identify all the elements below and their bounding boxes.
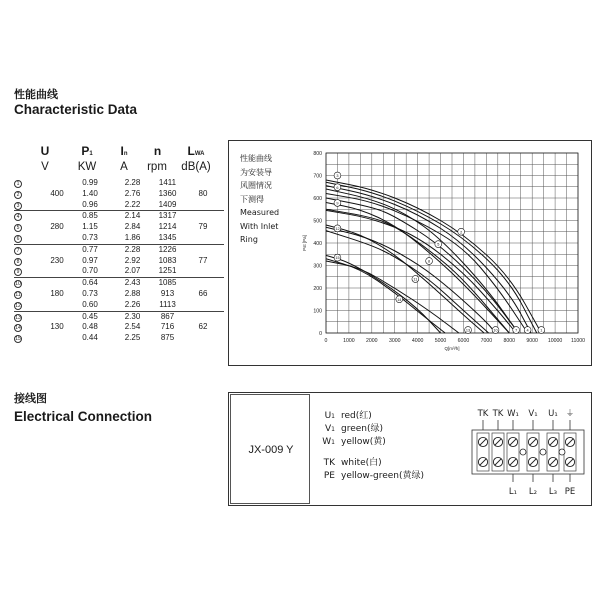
terminal-top-label: V₁: [528, 409, 538, 419]
col-l-header: LWA: [187, 144, 205, 158]
cell-rpm: 1317: [153, 211, 182, 222]
cell-noise: [182, 278, 224, 289]
terminal-bottom-label: L₃: [548, 487, 558, 497]
cell-rpm: 1411: [158, 178, 177, 187]
cell-voltage: [46, 311, 68, 322]
characteristic-title-en: Characteristic Data: [14, 102, 138, 117]
cell-noise: [182, 266, 224, 277]
cell-current: 2.92: [124, 255, 141, 265]
wire-key: TK: [323, 458, 335, 468]
cell-power: 0.96: [82, 199, 98, 209]
wire-key: V1: [325, 424, 335, 434]
wire-color: red(红): [341, 411, 372, 421]
col-u-header: U: [40, 144, 50, 158]
cell-current: 2.84: [124, 222, 141, 232]
curve-12: [326, 225, 484, 333]
curve-label-6: 6: [336, 185, 339, 190]
y-tick-label: 100: [313, 308, 322, 315]
terminal-top-label: TK: [477, 409, 489, 419]
cell-current: 2.43: [112, 278, 153, 289]
characteristic-title-cn: 性能曲线: [14, 88, 58, 101]
row-id: [14, 200, 46, 211]
cell-noise: [182, 311, 224, 322]
row-id: [14, 178, 46, 189]
cell-current: 2.76: [124, 188, 141, 198]
cell-voltage: [46, 333, 68, 344]
curve-label-line: With Inlet: [240, 221, 279, 231]
cell-current: 2.26: [124, 299, 141, 309]
cell-voltage: [46, 178, 68, 189]
cell-voltage: [46, 200, 68, 211]
cell-current: 2.07: [124, 266, 141, 276]
y-tick-label: 0: [319, 331, 322, 337]
curve-label-15: 15: [335, 256, 340, 261]
unit-dba: dB(A): [181, 161, 211, 173]
curve-label-line: Ring: [240, 235, 258, 244]
cell-rpm: 867: [153, 311, 182, 322]
x-tick-label: 1000: [343, 338, 355, 344]
unit-rpm: rpm: [147, 161, 167, 173]
wire-color-list: [315, 410, 424, 483]
row-id: [14, 211, 46, 222]
row-id: [14, 256, 46, 267]
row-number-badge: 8: [14, 258, 22, 266]
x-tick-label: 0: [324, 338, 328, 344]
curve-label-12: 12: [335, 226, 340, 231]
cell-rpm: 1214: [158, 222, 177, 232]
curve-label-7: 7: [515, 328, 518, 333]
unit-kw: KW: [77, 161, 97, 173]
cell-current: 2.28: [112, 244, 153, 255]
cell-voltage: [46, 244, 68, 255]
cell-noise: 80: [198, 188, 208, 198]
cell-power: 0.73: [82, 288, 98, 298]
characteristic-table: [14, 178, 224, 344]
cell-power: 1.15: [82, 222, 98, 232]
cell-voltage: 180: [50, 288, 64, 298]
table-row: [14, 222, 224, 233]
jumper-icon: [540, 449, 546, 455]
terminal-top-label: TK: [492, 409, 504, 419]
cell-current: 2.88: [124, 288, 141, 298]
cell-power: 0.97: [82, 255, 98, 265]
cell-power: 0.48: [82, 322, 98, 332]
cell-current: 2.28: [124, 178, 141, 187]
cell-rpm: 716: [160, 322, 175, 332]
curve-label-13: 13: [465, 328, 471, 333]
cell-noise: 79: [198, 222, 208, 232]
wire-color: green(绿): [341, 424, 384, 434]
row-id: [14, 322, 46, 333]
cell-current: 2.22: [124, 199, 141, 209]
cell-voltage: [46, 211, 68, 222]
row-number-badge: 1: [14, 180, 22, 188]
cell-voltage: 280: [50, 222, 64, 232]
cell-current: 2.14: [112, 211, 153, 222]
cell-rpm: 1345: [158, 232, 177, 242]
electrical-title-cn: 接线图: [14, 392, 47, 405]
terminal-top-label: ⏚: [565, 409, 575, 419]
cell-rpm: 1360: [158, 188, 177, 198]
x-tick-label: 7000: [480, 338, 493, 344]
x-tick-label: 4000: [411, 338, 424, 344]
row-number-badge: 13: [15, 314, 21, 321]
curve-label-9: 9: [336, 201, 339, 206]
cell-power: 0.60: [82, 299, 98, 309]
row-number-badge: 9: [14, 268, 22, 276]
wire-row: [315, 457, 424, 470]
curve-label-10: 10: [493, 328, 498, 333]
table-row: [14, 266, 224, 277]
model-label: JX-009 Y: [248, 444, 294, 456]
wire-key: W1: [322, 437, 335, 447]
wire-key: PE: [323, 471, 335, 481]
cell-power: 0.64: [68, 278, 112, 289]
curve-label-1: 1: [540, 328, 543, 333]
terminal-block: [466, 400, 588, 504]
row-id: [14, 311, 46, 322]
cell-power: 0.73: [82, 232, 98, 242]
y-tick-label: 400: [313, 241, 322, 247]
cell-power: 0.85: [68, 211, 112, 222]
x-tick-label: 2000: [366, 338, 378, 344]
col-n-header: n: [153, 144, 162, 158]
cell-voltage: [46, 278, 68, 289]
cell-noise: [182, 300, 224, 311]
cell-rpm: 1226: [153, 244, 182, 255]
y-tick-label: 700: [313, 173, 322, 180]
row-number-badge: 11: [15, 291, 21, 298]
x-tick-label: 6000: [457, 338, 470, 344]
unit-v: V: [41, 161, 49, 173]
row-id: [14, 300, 46, 311]
cell-power: 0.44: [82, 333, 98, 343]
cell-power: 0.99: [82, 178, 98, 187]
col-p-header: P1: [81, 144, 93, 158]
x-tick-label: 9000: [526, 338, 538, 344]
table-row: [14, 189, 224, 200]
jumper-icon: [520, 449, 526, 455]
y-tick-label: 800: [313, 151, 322, 157]
cell-rpm: 913: [160, 288, 175, 298]
cell-noise: [182, 178, 224, 189]
cell-power: 0.77: [68, 244, 112, 255]
row-number-badge: 14: [15, 325, 21, 332]
cell-power: 0.70: [82, 266, 98, 276]
unit-a: A: [120, 161, 128, 173]
row-id: [14, 233, 46, 244]
cell-power: 0.45: [68, 311, 112, 322]
table-row: [14, 178, 224, 189]
cell-current: 1.86: [124, 232, 141, 242]
wire-row: [315, 410, 424, 423]
row-id: [14, 189, 46, 200]
terminal-bottom-label: PE: [564, 487, 576, 497]
row-number-badge: 2: [14, 191, 22, 199]
table-row: [14, 278, 224, 289]
cell-voltage: [46, 266, 68, 277]
curve-label-5: 5: [437, 242, 440, 247]
curve-label-14: 14: [397, 297, 402, 302]
cell-current: 2.30: [112, 311, 153, 322]
row-id: [14, 289, 46, 300]
cell-voltage: [46, 300, 68, 311]
terminal-bottom-label: L₁: [508, 487, 518, 497]
cell-noise: [182, 333, 224, 344]
curve-label-line: 性能曲线: [240, 154, 272, 163]
cell-current: 2.25: [124, 333, 141, 343]
x-tick-label: 5000: [434, 338, 447, 344]
cell-noise: [182, 233, 224, 244]
curve-label-line: 为安装导: [240, 167, 272, 177]
electrical-title-en: Electrical Connection: [14, 409, 153, 424]
terminal-top-label: U₁: [548, 409, 558, 419]
cell-voltage: 130: [50, 322, 64, 332]
cell-noise: [182, 244, 224, 255]
wire-row: [315, 436, 424, 449]
x-tick-label: 11000: [570, 338, 586, 344]
cell-noise: 77: [198, 255, 208, 265]
curve-label-line: 风圈情况: [240, 181, 272, 190]
table-row: [14, 211, 224, 222]
row-number-badge: 10: [15, 281, 21, 288]
y-axis-label: Pst [Pa]: [302, 235, 307, 251]
wire-row: [315, 470, 424, 483]
row-number-badge: 15: [15, 336, 21, 343]
row-id: [14, 266, 46, 277]
row-number-badge: 4: [14, 213, 22, 221]
cell-voltage: 230: [50, 255, 64, 265]
curve-label-2: 2: [460, 230, 463, 235]
col-i-header: In: [120, 144, 128, 158]
table-row: [14, 289, 224, 300]
table-row: [14, 244, 224, 255]
row-number-badge: 6: [14, 235, 22, 243]
cell-current: 2.54: [124, 322, 141, 332]
x-tick-label: 10000: [547, 338, 563, 344]
table-row: [14, 311, 224, 322]
y-tick-label: 300: [313, 263, 322, 270]
wire-color: yellow-green(黄绿): [341, 471, 424, 481]
x-axis-label: Q[m³/h]: [444, 346, 460, 351]
cell-voltage: [46, 233, 68, 244]
table-row: [14, 322, 224, 333]
cell-rpm: 1085: [153, 278, 182, 289]
table-row: [14, 300, 224, 311]
cell-noise: 62: [198, 322, 208, 332]
table-row: [14, 200, 224, 211]
y-tick-label: 600: [313, 196, 322, 202]
curve-label-8: 8: [428, 259, 431, 264]
curve-legend-text: [240, 152, 279, 247]
performance-chart: [300, 145, 592, 365]
cell-voltage: 400: [50, 188, 64, 198]
cell-power: 1.40: [82, 188, 98, 198]
wire-row: [315, 423, 424, 436]
row-number-badge: 7: [14, 247, 22, 255]
wire-key: U1: [324, 411, 335, 421]
table-row: [14, 256, 224, 267]
row-number-badge: 3: [14, 202, 22, 210]
curve-label-line: 下测得: [240, 194, 264, 204]
cell-rpm: 1409: [158, 199, 177, 209]
table-row: [14, 333, 224, 344]
row-id: [14, 278, 46, 289]
curve-label-3: 3: [336, 174, 339, 179]
row-number-badge: 12: [15, 302, 21, 309]
cell-rpm: 1251: [158, 266, 177, 276]
terminal-top-label: W₁: [507, 409, 519, 419]
wire-color: yellow(黄): [341, 437, 386, 447]
jumper-icon: [559, 449, 565, 455]
x-tick-label: 8000: [503, 338, 516, 344]
cell-rpm: 1083: [158, 255, 177, 265]
curve-label-4: 4: [526, 328, 529, 333]
cell-noise: [182, 200, 224, 211]
table-row: [14, 233, 224, 244]
cell-rpm: 875: [160, 333, 175, 343]
terminal-bottom-label: L₂: [528, 487, 538, 497]
cell-rpm: 1113: [159, 299, 176, 309]
curve-label-line: Measured: [240, 208, 280, 217]
row-id: [14, 244, 46, 255]
cell-noise: 66: [198, 288, 208, 298]
x-tick-label: 3000: [388, 338, 401, 344]
row-id: [14, 333, 46, 344]
row-id: [14, 222, 46, 233]
curve-13: [326, 261, 459, 333]
row-number-badge: 5: [14, 224, 22, 232]
cell-noise: [182, 211, 224, 222]
y-tick-label: 200: [313, 286, 322, 292]
curve-label-11: 11: [413, 277, 418, 282]
y-tick-label: 500: [313, 218, 322, 225]
wire-color: white(白): [341, 458, 382, 468]
